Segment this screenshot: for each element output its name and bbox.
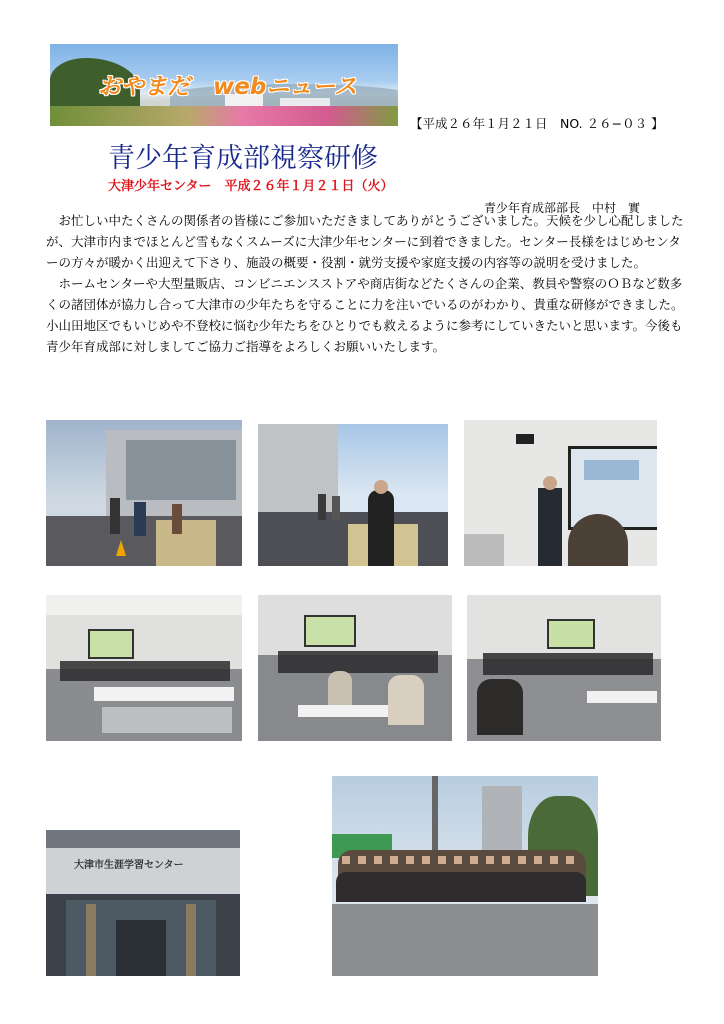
- issue-line: 【平成２６年１月２１日 NO. ２６−０３ 】: [410, 116, 664, 131]
- entrance-sign: 大津市生涯学習センター: [74, 860, 184, 871]
- subtitle: 大津少年センター 平成２６年１月２１日（火）: [108, 179, 394, 194]
- paragraph: ホームセンターや大型量販店、コンビニエンスストアや商店街などたくさんの企業、教員や警察のＯＢなど数多くの諸団体が協力し合って大津市の少年たちを守ることに力を注いでいるのがわかり、貴重な研修ができました。: [46, 276, 684, 312]
- photo-lecture-hall-1: [46, 595, 242, 741]
- photo-lecture-hall-2: [258, 595, 452, 741]
- banner-title: おやまだ webニュース: [98, 74, 358, 100]
- author-line: 青少年育成部部長 中村 實: [484, 201, 641, 215]
- paragraph: お忙しい中たくさんの関係者の皆様にご参加いただきましてありがとうございました。天候を少し心配しましたが、大津市内までほとんど雪もなくスムーズに大津少年センターに到着できました。センター長様をはじめセンターの方々が暖かく出迎えて下さり、施設の概要・役割・就労支援や家庭支援の内容等の説明を受けました。: [46, 213, 684, 270]
- photo-presenter: [464, 420, 657, 566]
- photo-walkway-building: [46, 420, 242, 566]
- photo-lecture-hall-3: [467, 595, 661, 741]
- article-body: [46, 210, 686, 357]
- photo-group-portrait: [332, 776, 598, 976]
- paragraph: 小山田地区でもいじめや不登校に悩む少年たちをひとりでも救えるように参考にしていきたいと思います。今後も青少年育成部に対しましてご協力ご指導をよろしくお願いいたします。: [46, 318, 683, 354]
- page-title: 青少年育成部視察研修: [108, 143, 378, 174]
- photo-group-walking: [258, 424, 448, 566]
- photo-learning-center-entrance: [46, 830, 240, 976]
- header-banner: [50, 44, 398, 126]
